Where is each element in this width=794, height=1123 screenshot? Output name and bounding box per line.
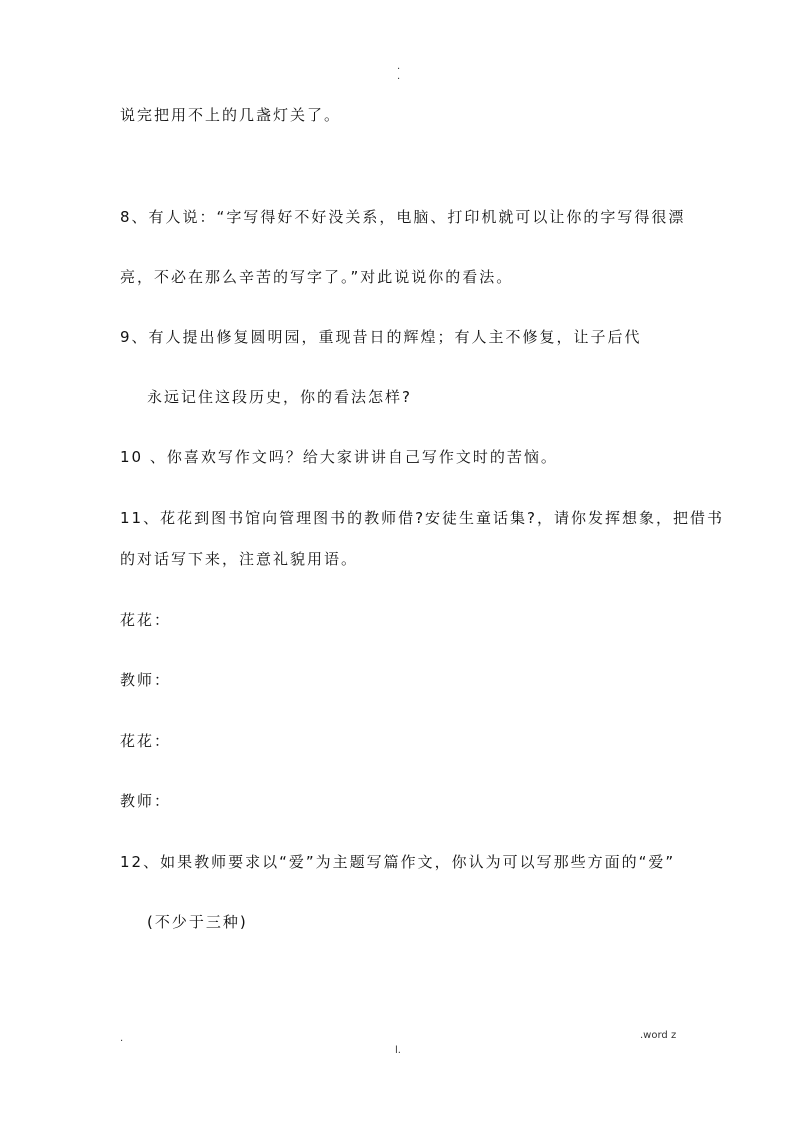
question-12-line-1: 12、如果教师要求以“爱”为主题写篇作文，你认为可以写那些方面的“爱” — [120, 853, 676, 871]
question-8-line-1: 8、有人说：“字写得好不好没关系，电脑、打印机就可以让你的字写得很漂 — [120, 208, 686, 226]
question-9-line-1: 9、有人提出修复圆明园，重现昔日的辉煌；有人主不修复，让子后代 — [120, 328, 642, 346]
question-8-line-2: 亮，不必在那么辛苦的写字了。”对此说说你的看法。 — [120, 268, 514, 286]
footer-center-mark: l. — [395, 1045, 401, 1056]
question-11-line-2: 的对话写下来，注意礼貌用语。 — [120, 550, 359, 568]
dialog-line-huahua-1: 花花： — [120, 611, 172, 629]
footer-left-dot: . — [120, 1033, 124, 1044]
question-12-line-2: (不少于三种) — [147, 913, 248, 931]
text-line-lights: 说完把用不上的几盏灯关了。 — [120, 106, 342, 124]
footer-right-mark: .word z — [640, 1030, 677, 1041]
question-9-line-2: 永远记住这段历史，你的看法怎样? — [147, 388, 412, 406]
dialog-line-teacher-2: 教师： — [120, 792, 172, 810]
header-dot-2: . — [397, 71, 401, 82]
question-10: 10 、你喜欢写作文吗？给大家讲讲自己写作文时的苦恼。 — [120, 448, 558, 466]
header-dot: . — [397, 61, 401, 72]
question-11-line-1: 11、花花到图书馆向管理图书的教师借?安徒生童话集?，请你发挥想象，把借书 — [120, 509, 725, 527]
dialog-line-huahua-2: 花花： — [120, 732, 172, 750]
dialog-line-teacher-1: 教师： — [120, 671, 172, 689]
